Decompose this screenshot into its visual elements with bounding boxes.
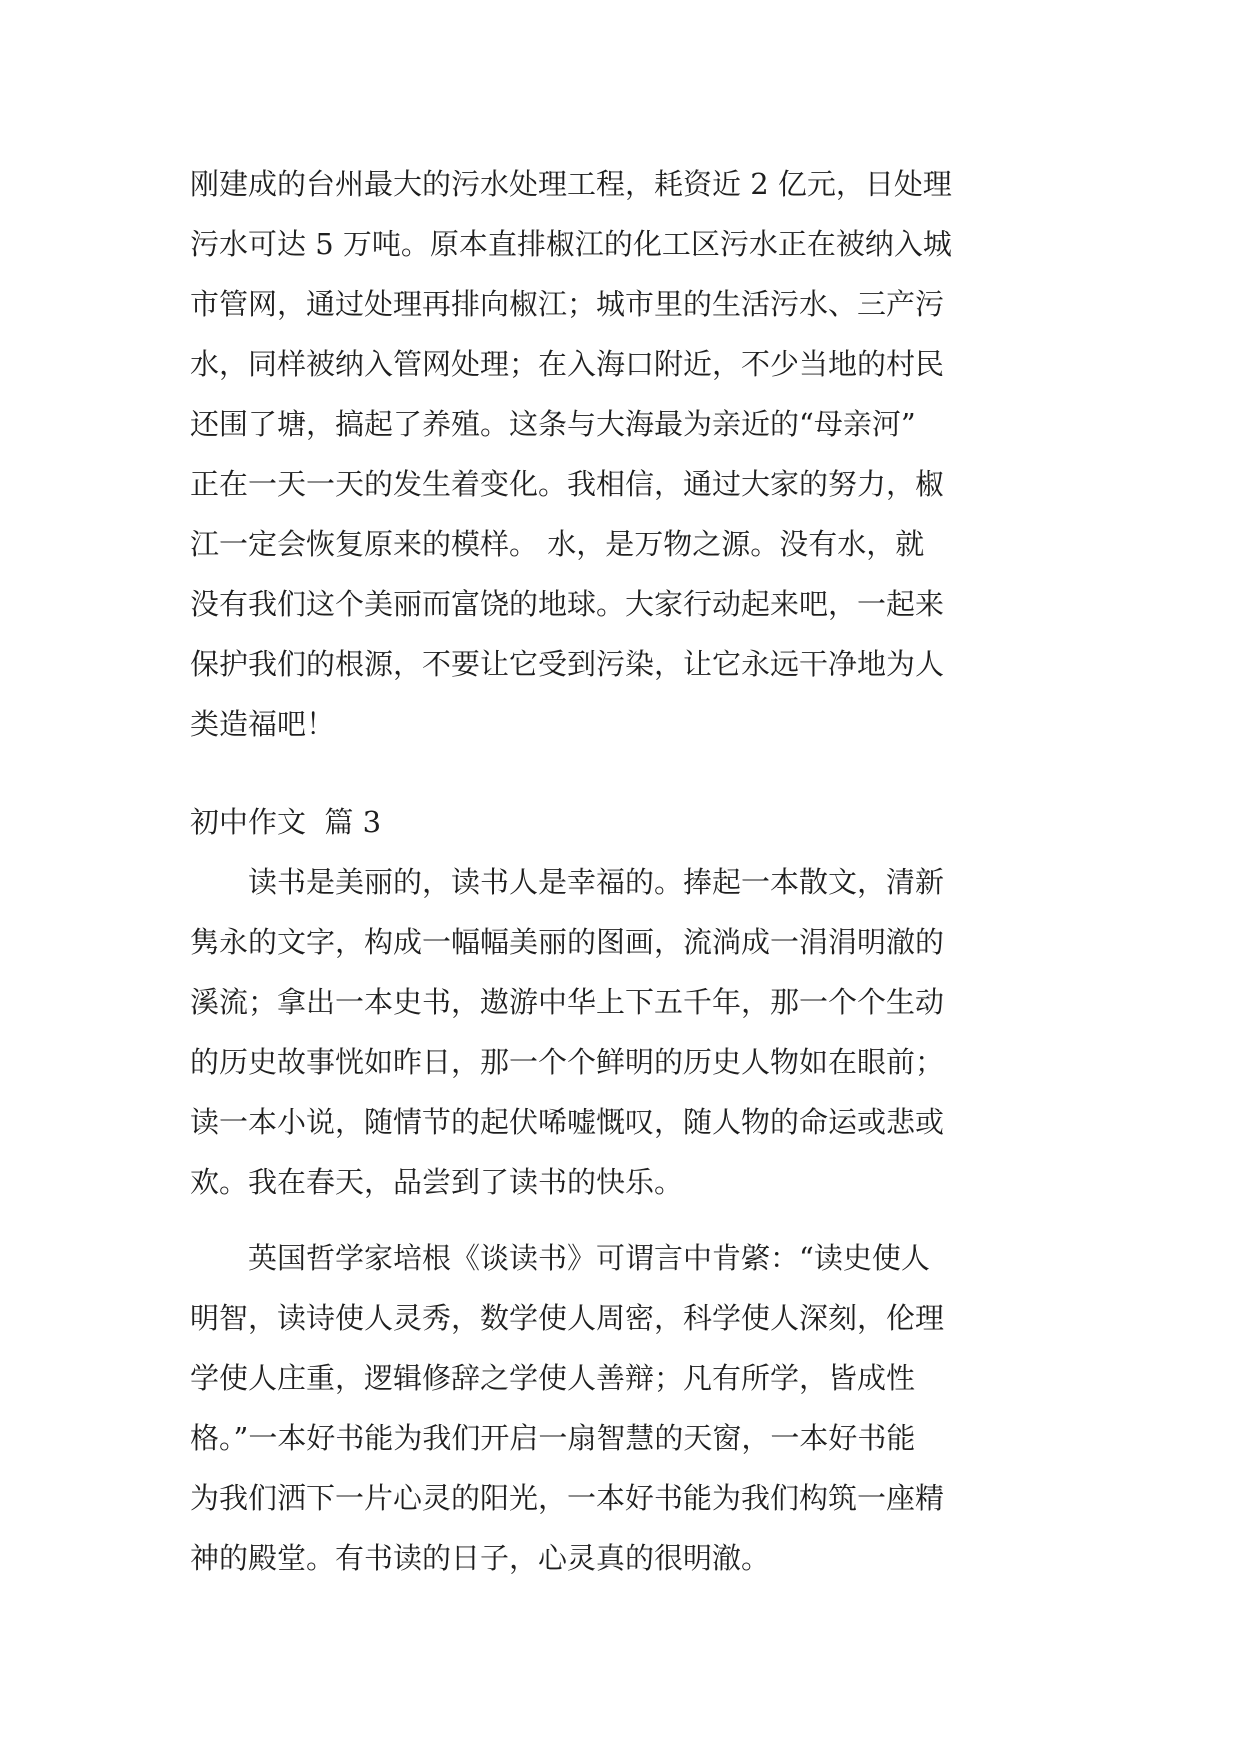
text-line: 欢。我在春天，品尝到了读书的快乐。 [190, 1165, 684, 1199]
text-line: 格。”一本好书能为我们开启一扇智慧的天窗，一本好书能 [190, 1421, 916, 1455]
text-line: 江一定会恢复原来的模样。 水，是万物之源。没有水，就 [190, 527, 925, 561]
text-line: 污水可达 5 万吨。原本直排椒江的化工区污水正在被纳入城 [190, 227, 952, 261]
section-heading-text: 初中作文 篇 3 [190, 805, 382, 839]
text-line: 英国哲学家培根《谈读书》可谓言中肯綮：“读史使人 [248, 1241, 930, 1275]
paragraph-bacon-quote [190, 1228, 1060, 1588]
text-line: 学使人庄重，逻辑修辞之学使人善辩；凡有所学，皆成性 [190, 1361, 916, 1395]
text-line: 类造福吧！ [190, 707, 336, 741]
text-line: 为我们洒下一片心灵的阳光，一本好书能为我们构筑一座精 [190, 1481, 945, 1515]
text-line: 保护我们的根源，不要让它受到污染，让它永远干净地为人 [190, 647, 945, 681]
text-line: 溪流；拿出一本史书，遨游中华上下五千年，那一个个生动 [190, 985, 945, 1019]
text-line: 明智，读诗使人灵秀，数学使人周密，科学使人深刻，伦理 [190, 1301, 945, 1335]
text-line: 读一本小说，随情节的起伏唏嘘慨叹，随人物的命运或悲或 [190, 1105, 945, 1139]
text-line: 没有我们这个美丽而富饶的地球。大家行动起来吧，一起来 [190, 587, 945, 621]
text-line: 的历史故事恍如昨日，那一个个鲜明的历史人物如在眼前； [190, 1045, 945, 1079]
text-line: 神的殿堂。有书读的日子，心灵真的很明澈。 [190, 1541, 771, 1575]
text-line: 读书是美丽的，读书人是幸福的。捧起一本散文，清新 [248, 865, 945, 899]
text-line: 正在一天一天的发生着变化。我相信，通过大家的努力，椒 [190, 467, 945, 501]
paragraph-water-pollution [190, 154, 1060, 754]
text-line: 隽永的文字，构成一幅幅美丽的图画，流淌成一涓涓明澈的 [190, 925, 945, 959]
text-line: 市管网，通过处理再排向椒江；城市里的生活污水、三产污 [190, 287, 945, 321]
paragraph-reading-joy [190, 852, 1060, 1212]
text-line: 刚建成的台州最大的污水处理工程，耗资近 2 亿元，日处理 [190, 167, 952, 201]
text-line: 水，同样被纳入管网处理；在入海口附近，不少当地的村民 [190, 347, 945, 381]
section-heading [190, 792, 1060, 852]
text-line: 还围了塘，搞起了养殖。这条与大海最为亲近的“母亲河” [190, 407, 916, 441]
